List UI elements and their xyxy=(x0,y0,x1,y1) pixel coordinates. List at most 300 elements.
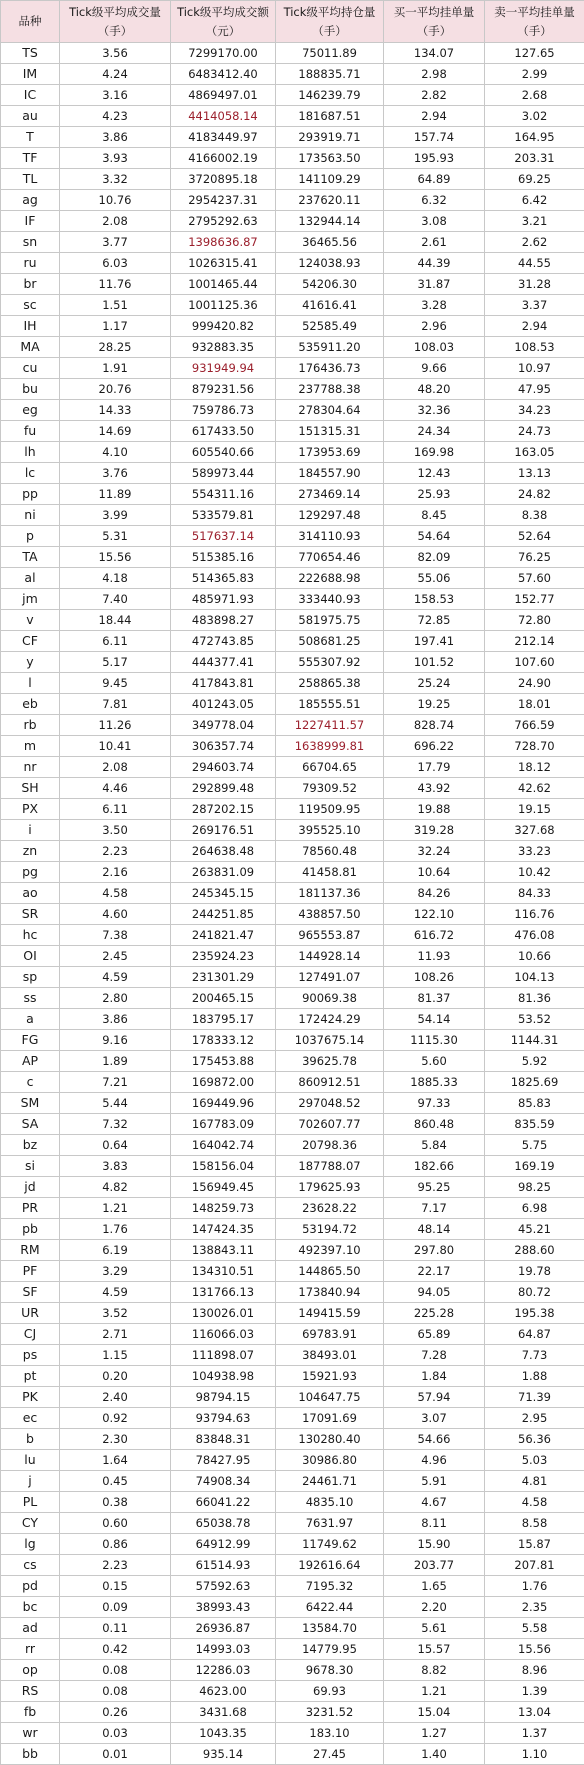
cell-avg-bid1-size: 17.79 xyxy=(384,757,485,778)
cell-avg-turnover: 349778.04 xyxy=(171,715,276,736)
header-avg-turnover xyxy=(171,1,276,43)
table-row xyxy=(1,1324,584,1345)
cell-variety: eg xyxy=(1,400,60,421)
cell-avg-turnover: 64912.99 xyxy=(171,1534,276,1555)
cell-avg-volume: 2.40 xyxy=(60,1387,171,1408)
cell-avg-ask1-size: 3.02 xyxy=(485,106,584,127)
cell-avg-ask1-size: 1825.69 xyxy=(485,1072,584,1093)
cell-avg-open-interest: 146239.79 xyxy=(276,85,384,106)
cell-avg-open-interest: 66704.65 xyxy=(276,757,384,778)
cell-avg-open-interest: 39625.78 xyxy=(276,1051,384,1072)
cell-avg-ask1-size: 15.87 xyxy=(485,1534,584,1555)
cell-avg-volume: 2.30 xyxy=(60,1429,171,1450)
cell-avg-bid1-size: 55.06 xyxy=(384,568,485,589)
cell-avg-ask1-size: 18.01 xyxy=(485,694,584,715)
cell-avg-ask1-size: 2.95 xyxy=(485,1408,584,1429)
cell-avg-turnover: 116066.03 xyxy=(171,1324,276,1345)
cell-avg-volume: 3.56 xyxy=(60,43,171,64)
cell-avg-bid1-size: 25.93 xyxy=(384,484,485,505)
cell-avg-bid1-size: 97.33 xyxy=(384,1093,485,1114)
cell-avg-ask1-size: 13.13 xyxy=(485,463,584,484)
cell-avg-turnover: 241821.47 xyxy=(171,925,276,946)
cell-variety: v xyxy=(1,610,60,631)
cell-avg-volume: 7.40 xyxy=(60,589,171,610)
cell-avg-bid1-size: 6.32 xyxy=(384,190,485,211)
cell-variety: bu xyxy=(1,379,60,400)
cell-avg-turnover: 78427.95 xyxy=(171,1450,276,1471)
cell-avg-ask1-size: 80.72 xyxy=(485,1282,584,1303)
cell-avg-open-interest: 860912.51 xyxy=(276,1072,384,1093)
table-row xyxy=(1,1576,584,1597)
cell-avg-volume: 0.42 xyxy=(60,1639,171,1660)
cell-avg-turnover: 2795292.63 xyxy=(171,211,276,232)
cell-avg-open-interest: 151315.31 xyxy=(276,421,384,442)
cell-avg-bid1-size: 134.07 xyxy=(384,43,485,64)
cell-avg-volume: 0.38 xyxy=(60,1492,171,1513)
cell-avg-turnover: 2954237.31 xyxy=(171,190,276,211)
cell-avg-turnover: 263831.09 xyxy=(171,862,276,883)
cell-avg-bid1-size: 19.25 xyxy=(384,694,485,715)
cell-avg-ask1-size: 34.23 xyxy=(485,400,584,421)
cell-avg-ask1-size: 10.66 xyxy=(485,946,584,967)
cell-variety: jd xyxy=(1,1177,60,1198)
table-row xyxy=(1,43,584,64)
header-unit: （手） xyxy=(485,22,584,41)
cell-variety: SM xyxy=(1,1093,60,1114)
cell-avg-bid1-size: 15.90 xyxy=(384,1534,485,1555)
cell-avg-open-interest: 75011.89 xyxy=(276,43,384,64)
cell-avg-bid1-size: 3.28 xyxy=(384,295,485,316)
cell-avg-turnover: 1398636.87 xyxy=(171,232,276,253)
cell-avg-bid1-size: 3.07 xyxy=(384,1408,485,1429)
cell-avg-bid1-size: 2.98 xyxy=(384,64,485,85)
cell-avg-open-interest: 144928.14 xyxy=(276,946,384,967)
cell-avg-ask1-size: 2.99 xyxy=(485,64,584,85)
header-avg-open-interest xyxy=(276,1,384,43)
cell-avg-turnover: 417843.81 xyxy=(171,673,276,694)
header-label: 买一平均挂单量 xyxy=(384,3,484,22)
cell-avg-volume: 28.25 xyxy=(60,337,171,358)
cell-avg-ask1-size: 3.21 xyxy=(485,211,584,232)
header-unit: （手） xyxy=(60,22,170,41)
cell-avg-ask1-size: 19.78 xyxy=(485,1261,584,1282)
table-row xyxy=(1,442,584,463)
cell-avg-ask1-size: 8.58 xyxy=(485,1513,584,1534)
cell-avg-ask1-size: 15.56 xyxy=(485,1639,584,1660)
cell-avg-volume: 1.51 xyxy=(60,295,171,316)
cell-avg-turnover: 3431.68 xyxy=(171,1702,276,1723)
cell-avg-volume: 3.52 xyxy=(60,1303,171,1324)
cell-avg-open-interest: 173563.50 xyxy=(276,148,384,169)
cell-avg-bid1-size: 1.65 xyxy=(384,1576,485,1597)
cell-avg-turnover: 1001465.44 xyxy=(171,274,276,295)
cell-avg-ask1-size: 24.82 xyxy=(485,484,584,505)
cell-variety: br xyxy=(1,274,60,295)
cell-avg-ask1-size: 6.98 xyxy=(485,1198,584,1219)
cell-avg-open-interest: 187788.07 xyxy=(276,1156,384,1177)
header-label: 品种 xyxy=(1,12,59,31)
cell-avg-volume: 3.77 xyxy=(60,232,171,253)
cell-variety: SH xyxy=(1,778,60,799)
table-row xyxy=(1,904,584,925)
cell-variety: lh xyxy=(1,442,60,463)
cell-avg-bid1-size: 7.17 xyxy=(384,1198,485,1219)
cell-avg-turnover: 1043.35 xyxy=(171,1723,276,1744)
cell-avg-bid1-size: 1115.30 xyxy=(384,1030,485,1051)
cell-avg-volume: 5.44 xyxy=(60,1093,171,1114)
cell-avg-volume: 2.23 xyxy=(60,841,171,862)
table-row xyxy=(1,148,584,169)
cell-avg-volume: 2.08 xyxy=(60,211,171,232)
table-row xyxy=(1,1093,584,1114)
cell-avg-open-interest: 179625.93 xyxy=(276,1177,384,1198)
header-label: 卖一平均挂单量 xyxy=(485,3,584,22)
cell-avg-open-interest: 52585.49 xyxy=(276,316,384,337)
cell-avg-open-interest: 508681.25 xyxy=(276,631,384,652)
cell-avg-turnover: 200465.15 xyxy=(171,988,276,1009)
cell-variety: AP xyxy=(1,1051,60,1072)
cell-variety: m xyxy=(1,736,60,757)
cell-avg-volume: 4.46 xyxy=(60,778,171,799)
cell-avg-volume: 4.60 xyxy=(60,904,171,925)
cell-variety: b xyxy=(1,1429,60,1450)
cell-avg-volume: 4.23 xyxy=(60,106,171,127)
cell-avg-turnover: 156949.45 xyxy=(171,1177,276,1198)
cell-avg-open-interest: 181687.51 xyxy=(276,106,384,127)
cell-avg-bid1-size: 158.53 xyxy=(384,589,485,610)
cell-avg-bid1-size: 5.84 xyxy=(384,1135,485,1156)
cell-avg-open-interest: 188835.71 xyxy=(276,64,384,85)
cell-avg-ask1-size: 44.55 xyxy=(485,253,584,274)
cell-avg-open-interest: 7195.32 xyxy=(276,1576,384,1597)
cell-avg-open-interest: 20798.36 xyxy=(276,1135,384,1156)
cell-avg-volume: 14.33 xyxy=(60,400,171,421)
cell-variety: PF xyxy=(1,1261,60,1282)
cell-avg-bid1-size: 319.28 xyxy=(384,820,485,841)
table-body xyxy=(1,43,584,1765)
cell-variety: lc xyxy=(1,463,60,484)
cell-avg-open-interest: 183.10 xyxy=(276,1723,384,1744)
cell-avg-open-interest: 278304.64 xyxy=(276,400,384,421)
table-row xyxy=(1,862,584,883)
cell-avg-turnover: 517637.14 xyxy=(171,526,276,547)
cell-avg-volume: 6.11 xyxy=(60,631,171,652)
table-row xyxy=(1,190,584,211)
cell-avg-bid1-size: 32.36 xyxy=(384,400,485,421)
cell-avg-volume: 11.76 xyxy=(60,274,171,295)
cell-avg-volume: 1.89 xyxy=(60,1051,171,1072)
cell-avg-volume: 4.59 xyxy=(60,1282,171,1303)
cell-avg-open-interest: 104647.75 xyxy=(276,1387,384,1408)
table-row xyxy=(1,1177,584,1198)
cell-avg-bid1-size: 8.82 xyxy=(384,1660,485,1681)
cell-avg-ask1-size: 4.81 xyxy=(485,1471,584,1492)
cell-avg-ask1-size: 476.08 xyxy=(485,925,584,946)
cell-avg-open-interest: 41616.41 xyxy=(276,295,384,316)
cell-avg-ask1-size: 152.77 xyxy=(485,589,584,610)
table-row xyxy=(1,484,584,505)
cell-avg-open-interest: 54206.30 xyxy=(276,274,384,295)
cell-avg-turnover: 12286.03 xyxy=(171,1660,276,1681)
cell-avg-bid1-size: 64.89 xyxy=(384,169,485,190)
cell-avg-open-interest: 127491.07 xyxy=(276,967,384,988)
cell-avg-ask1-size: 8.38 xyxy=(485,505,584,526)
cell-avg-turnover: 131766.13 xyxy=(171,1282,276,1303)
cell-avg-volume: 7.32 xyxy=(60,1114,171,1135)
header-avg-ask1-size xyxy=(485,1,584,43)
table-row xyxy=(1,1219,584,1240)
cell-avg-bid1-size: 2.61 xyxy=(384,232,485,253)
table-row xyxy=(1,106,584,127)
cell-avg-turnover: 4414058.14 xyxy=(171,106,276,127)
cell-avg-open-interest: 24461.71 xyxy=(276,1471,384,1492)
cell-avg-open-interest: 30986.80 xyxy=(276,1450,384,1471)
cell-avg-turnover: 287202.15 xyxy=(171,799,276,820)
cell-variety: pt xyxy=(1,1366,60,1387)
cell-avg-volume: 1.64 xyxy=(60,1450,171,1471)
table-row xyxy=(1,694,584,715)
cell-variety: hc xyxy=(1,925,60,946)
table-row xyxy=(1,631,584,652)
cell-avg-turnover: 66041.22 xyxy=(171,1492,276,1513)
table-row xyxy=(1,1639,584,1660)
cell-avg-bid1-size: 4.67 xyxy=(384,1492,485,1513)
cell-avg-ask1-size: 1.10 xyxy=(485,1744,584,1765)
table-row xyxy=(1,547,584,568)
cell-avg-ask1-size: 1144.31 xyxy=(485,1030,584,1051)
cell-avg-turnover: 169872.00 xyxy=(171,1072,276,1093)
cell-avg-volume: 2.45 xyxy=(60,946,171,967)
cell-avg-bid1-size: 19.88 xyxy=(384,799,485,820)
cell-avg-open-interest: 141109.29 xyxy=(276,169,384,190)
cell-avg-volume: 4.18 xyxy=(60,568,171,589)
cell-avg-volume: 0.64 xyxy=(60,1135,171,1156)
cell-avg-open-interest: 124038.93 xyxy=(276,253,384,274)
cell-avg-open-interest: 53194.72 xyxy=(276,1219,384,1240)
cell-avg-ask1-size: 69.25 xyxy=(485,169,584,190)
cell-avg-open-interest: 293919.71 xyxy=(276,127,384,148)
table-row xyxy=(1,736,584,757)
cell-avg-volume: 6.19 xyxy=(60,1240,171,1261)
cell-avg-bid1-size: 2.82 xyxy=(384,85,485,106)
cell-avg-ask1-size: 24.73 xyxy=(485,421,584,442)
table-row xyxy=(1,1198,584,1219)
table-row xyxy=(1,1366,584,1387)
table-row xyxy=(1,1618,584,1639)
cell-avg-volume: 4.58 xyxy=(60,883,171,904)
cell-avg-turnover: 130026.01 xyxy=(171,1303,276,1324)
cell-avg-turnover: 158156.04 xyxy=(171,1156,276,1177)
cell-variety: cs xyxy=(1,1555,60,1576)
cell-avg-turnover: 148259.73 xyxy=(171,1198,276,1219)
cell-avg-bid1-size: 1.21 xyxy=(384,1681,485,1702)
cell-variety: TL xyxy=(1,169,60,190)
cell-avg-ask1-size: 5.03 xyxy=(485,1450,584,1471)
cell-variety: bc xyxy=(1,1597,60,1618)
table-row xyxy=(1,1723,584,1744)
cell-variety: SF xyxy=(1,1282,60,1303)
cell-avg-volume: 0.08 xyxy=(60,1660,171,1681)
cell-variety: PK xyxy=(1,1387,60,1408)
cell-avg-bid1-size: 1.40 xyxy=(384,1744,485,1765)
cell-avg-open-interest: 90069.38 xyxy=(276,988,384,1009)
table-row xyxy=(1,358,584,379)
cell-avg-volume: 3.86 xyxy=(60,127,171,148)
cell-avg-volume: 20.76 xyxy=(60,379,171,400)
table-row xyxy=(1,841,584,862)
cell-avg-turnover: 164042.74 xyxy=(171,1135,276,1156)
cell-avg-ask1-size: 6.42 xyxy=(485,190,584,211)
table-row xyxy=(1,1660,584,1681)
cell-variety: OI xyxy=(1,946,60,967)
cell-variety: PX xyxy=(1,799,60,820)
cell-avg-bid1-size: 72.85 xyxy=(384,610,485,631)
cell-avg-ask1-size: 163.05 xyxy=(485,442,584,463)
table-row xyxy=(1,1471,584,1492)
cell-avg-bid1-size: 12.43 xyxy=(384,463,485,484)
cell-avg-ask1-size: 195.38 xyxy=(485,1303,584,1324)
cell-avg-turnover: 26936.87 xyxy=(171,1618,276,1639)
cell-avg-turnover: 167783.09 xyxy=(171,1114,276,1135)
table-row xyxy=(1,778,584,799)
cell-avg-ask1-size: 127.65 xyxy=(485,43,584,64)
cell-avg-bid1-size: 95.25 xyxy=(384,1177,485,1198)
cell-avg-volume: 3.76 xyxy=(60,463,171,484)
cell-avg-volume: 4.24 xyxy=(60,64,171,85)
cell-avg-volume: 5.17 xyxy=(60,652,171,673)
cell-avg-volume: 1.15 xyxy=(60,1345,171,1366)
cell-avg-bid1-size: 11.93 xyxy=(384,946,485,967)
cell-variety: pp xyxy=(1,484,60,505)
table-row xyxy=(1,1597,584,1618)
cell-avg-open-interest: 438857.50 xyxy=(276,904,384,925)
table-row xyxy=(1,1555,584,1576)
cell-avg-volume: 0.03 xyxy=(60,1723,171,1744)
cell-avg-bid1-size: 82.09 xyxy=(384,547,485,568)
cell-variety: bz xyxy=(1,1135,60,1156)
table-row xyxy=(1,1513,584,1534)
table-row xyxy=(1,400,584,421)
cell-avg-open-interest: 3231.52 xyxy=(276,1702,384,1723)
table-row xyxy=(1,232,584,253)
cell-avg-turnover: 178333.12 xyxy=(171,1030,276,1051)
cell-avg-turnover: 134310.51 xyxy=(171,1261,276,1282)
table-row xyxy=(1,295,584,316)
cell-avg-turnover: 1026315.41 xyxy=(171,253,276,274)
cell-avg-open-interest: 173840.94 xyxy=(276,1282,384,1303)
cell-avg-bid1-size: 197.41 xyxy=(384,631,485,652)
cell-avg-open-interest: 38493.01 xyxy=(276,1345,384,1366)
cell-avg-turnover: 245345.15 xyxy=(171,883,276,904)
cell-avg-bid1-size: 43.92 xyxy=(384,778,485,799)
cell-variety: cu xyxy=(1,358,60,379)
cell-avg-volume: 10.41 xyxy=(60,736,171,757)
cell-avg-turnover: 4869497.01 xyxy=(171,85,276,106)
cell-avg-open-interest: 222688.98 xyxy=(276,568,384,589)
cell-avg-bid1-size: 2.20 xyxy=(384,1597,485,1618)
cell-variety: jm xyxy=(1,589,60,610)
cell-avg-bid1-size: 860.48 xyxy=(384,1114,485,1135)
cell-avg-open-interest: 79309.52 xyxy=(276,778,384,799)
cell-avg-open-interest: 185555.51 xyxy=(276,694,384,715)
header-label: Tick级平均成交额 xyxy=(171,3,275,22)
cell-avg-open-interest: 1638999.81 xyxy=(276,736,384,757)
cell-avg-volume: 3.83 xyxy=(60,1156,171,1177)
cell-avg-open-interest: 41458.81 xyxy=(276,862,384,883)
cell-avg-bid1-size: 696.22 xyxy=(384,736,485,757)
cell-avg-turnover: 401243.05 xyxy=(171,694,276,715)
cell-avg-open-interest: 11749.62 xyxy=(276,1534,384,1555)
cell-avg-open-interest: 15921.93 xyxy=(276,1366,384,1387)
cell-avg-volume: 1.76 xyxy=(60,1219,171,1240)
cell-avg-ask1-size: 104.13 xyxy=(485,967,584,988)
cell-avg-ask1-size: 42.62 xyxy=(485,778,584,799)
cell-avg-bid1-size: 54.66 xyxy=(384,1429,485,1450)
cell-avg-bid1-size: 108.03 xyxy=(384,337,485,358)
cell-variety: sn xyxy=(1,232,60,253)
cell-avg-open-interest: 78560.48 xyxy=(276,841,384,862)
cell-avg-turnover: 932883.35 xyxy=(171,337,276,358)
cell-avg-ask1-size: 98.25 xyxy=(485,1177,584,1198)
cell-avg-volume: 0.86 xyxy=(60,1534,171,1555)
cell-avg-bid1-size: 157.74 xyxy=(384,127,485,148)
cell-avg-ask1-size: 85.83 xyxy=(485,1093,584,1114)
cell-variety: IF xyxy=(1,211,60,232)
cell-avg-turnover: 169449.96 xyxy=(171,1093,276,1114)
cell-avg-open-interest: 130280.40 xyxy=(276,1429,384,1450)
cell-avg-ask1-size: 116.76 xyxy=(485,904,584,925)
cell-avg-bid1-size: 4.96 xyxy=(384,1450,485,1471)
cell-avg-volume: 1.17 xyxy=(60,316,171,337)
cell-avg-bid1-size: 81.37 xyxy=(384,988,485,1009)
header-unit: （手） xyxy=(276,22,383,41)
cell-avg-ask1-size: 3.37 xyxy=(485,295,584,316)
table-row xyxy=(1,925,584,946)
table-row xyxy=(1,1534,584,1555)
cell-avg-open-interest: 173953.69 xyxy=(276,442,384,463)
cell-avg-bid1-size: 108.26 xyxy=(384,967,485,988)
cell-avg-open-interest: 36465.56 xyxy=(276,232,384,253)
cell-avg-turnover: 57592.63 xyxy=(171,1576,276,1597)
cell-variety: l xyxy=(1,673,60,694)
cell-avg-open-interest: 314110.93 xyxy=(276,526,384,547)
table-row xyxy=(1,988,584,1009)
cell-avg-open-interest: 7631.97 xyxy=(276,1513,384,1534)
cell-avg-turnover: 931949.94 xyxy=(171,358,276,379)
cell-avg-volume: 0.45 xyxy=(60,1471,171,1492)
cell-variety: a xyxy=(1,1009,60,1030)
cell-avg-bid1-size: 48.14 xyxy=(384,1219,485,1240)
cell-avg-open-interest: 9678.30 xyxy=(276,1660,384,1681)
cell-avg-ask1-size: 24.90 xyxy=(485,673,584,694)
table-row xyxy=(1,1240,584,1261)
header-label: Tick级平均持仓量 xyxy=(276,3,383,22)
table-row xyxy=(1,463,584,484)
table-row xyxy=(1,1282,584,1303)
table-row xyxy=(1,799,584,820)
cell-variety: FG xyxy=(1,1030,60,1051)
cell-avg-volume: 0.11 xyxy=(60,1618,171,1639)
table-row xyxy=(1,1114,584,1135)
cell-avg-turnover: 554311.16 xyxy=(171,484,276,505)
cell-variety: TF xyxy=(1,148,60,169)
table-row xyxy=(1,253,584,274)
cell-avg-open-interest: 14779.95 xyxy=(276,1639,384,1660)
cell-avg-ask1-size: 2.35 xyxy=(485,1597,584,1618)
cell-avg-ask1-size: 72.80 xyxy=(485,610,584,631)
cell-avg-bid1-size: 10.64 xyxy=(384,862,485,883)
cell-avg-ask1-size: 81.36 xyxy=(485,988,584,1009)
